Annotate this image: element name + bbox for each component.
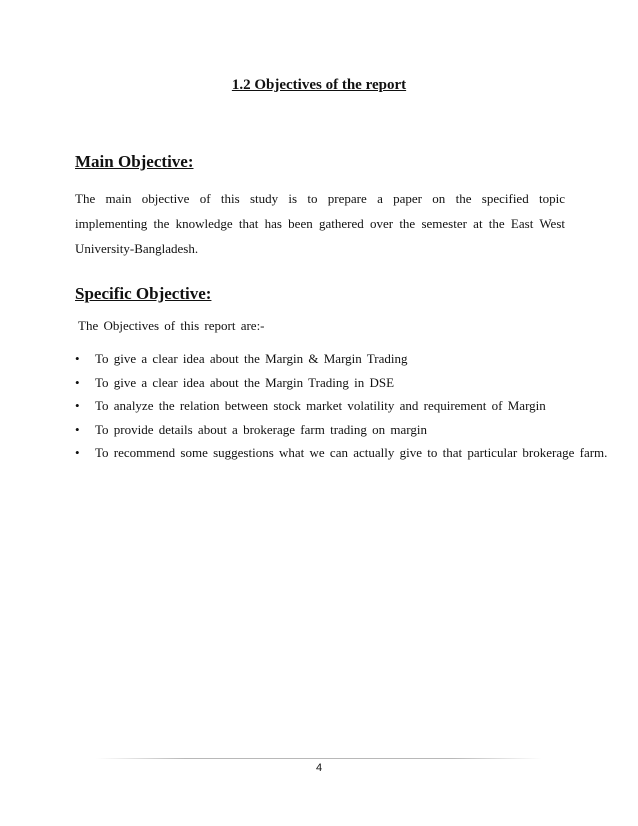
bullet-icon: •: [75, 351, 80, 366]
main-objective-heading: Main Objective:: [75, 152, 194, 171]
bullet-icon: •: [75, 374, 80, 390]
main-objective-paragraph: The main objective of this study is to prepare a paper on the specified topic implementing the knowledge that has been gathered over the semester at the East West University-Bangladesh.: [75, 191, 565, 256]
list-item-text: To give a clear idea about the Margin & Margin Trading: [95, 351, 408, 366]
list-item: [75, 398, 607, 422]
bullet-icon: •: [75, 421, 80, 437]
footer-divider: [96, 758, 542, 759]
list-item: [75, 375, 607, 399]
list-item: [75, 351, 607, 375]
objectives-list: [75, 351, 607, 469]
page-number: 4: [315, 762, 323, 774]
bullet-icon: •: [75, 398, 80, 413]
list-item-text: To give a clear idea about the Margin Trading in DSE: [95, 374, 395, 390]
specific-objective-heading: Specific Objective:: [75, 284, 212, 303]
list-item-text: To provide details about a brokerage farm trading on margin: [95, 421, 427, 437]
list-item: [75, 445, 607, 469]
objectives-intro: The Objectives of this report are:-: [78, 318, 265, 333]
list-item-text: To recommend some suggestions what we can actually give to that particular brokerage farm.: [95, 445, 608, 460]
list-item-text: To analyze the relation between stock market volatility and requirement of Margin: [95, 398, 546, 413]
section-title: 1.2 Objectives of the report: [231, 77, 407, 93]
bullet-icon: •: [75, 445, 80, 460]
list-item: [75, 422, 607, 446]
